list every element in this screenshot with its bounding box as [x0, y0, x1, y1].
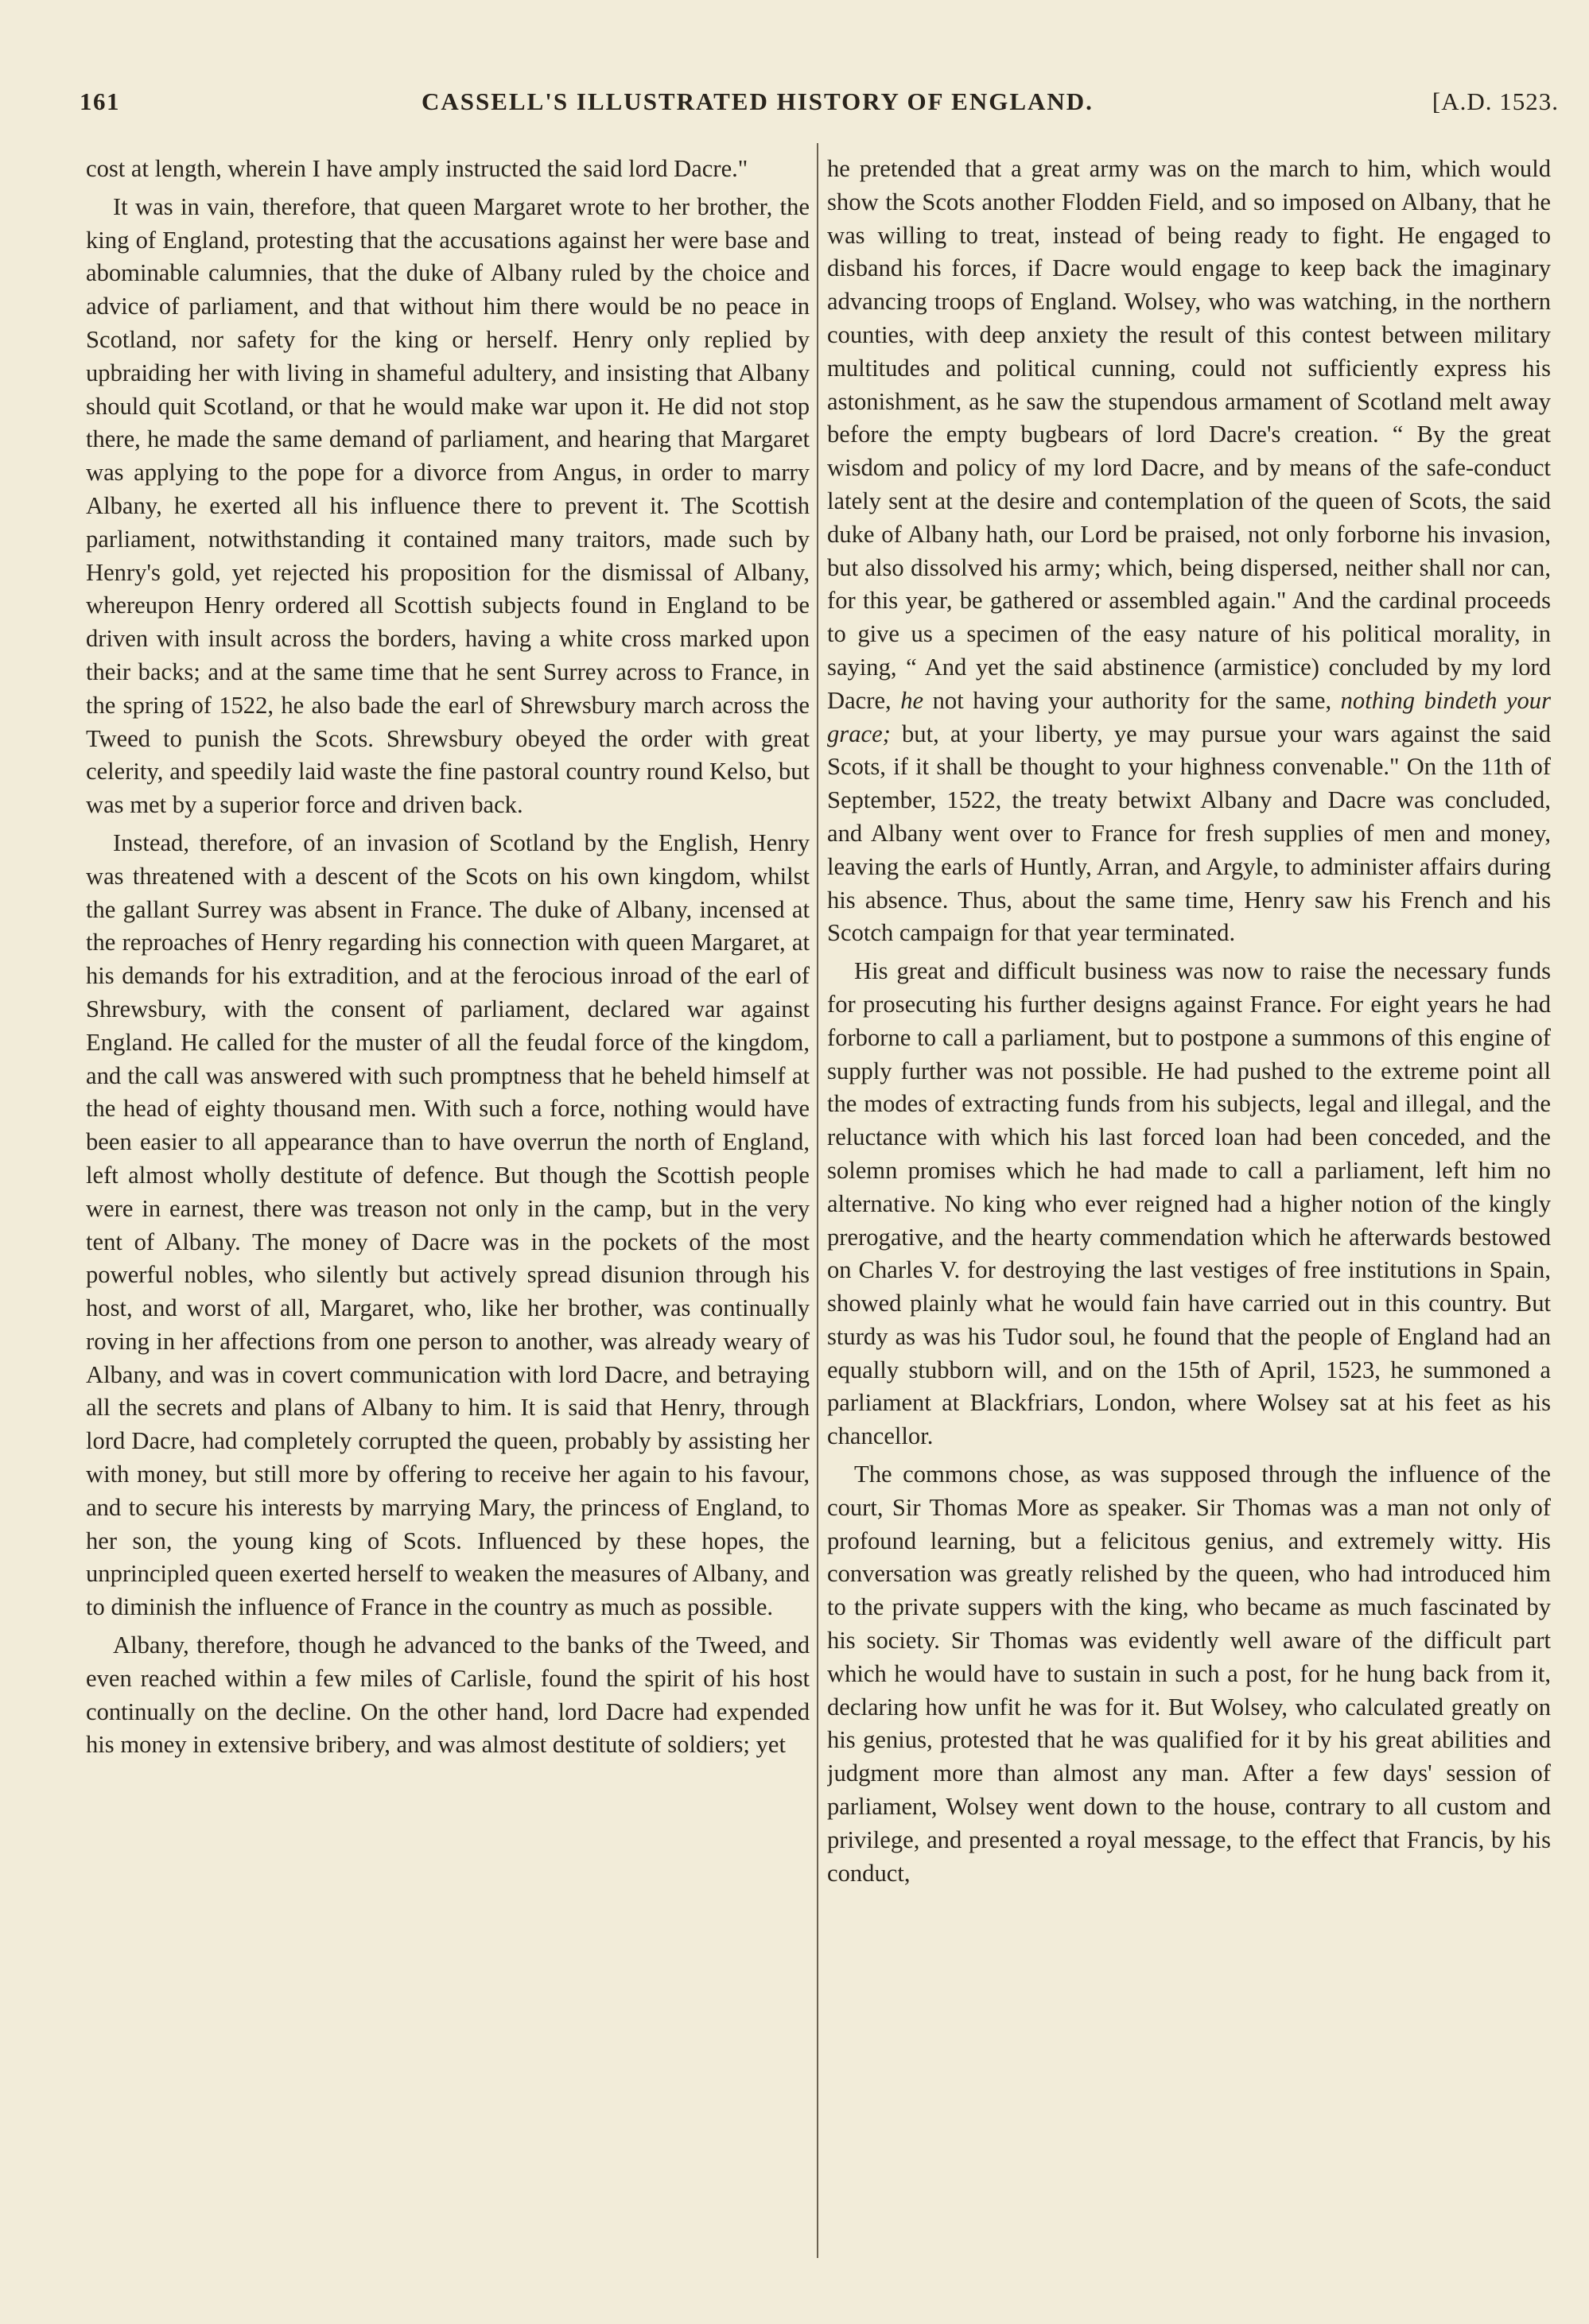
paragraph: It was in vain, therefore, that queen Margaret wrote to her brother, the king of England, protesting that the accusations against her were base and abominable calumnies, that the duke of Albany ruled by the choice and advice of parliament, and that without him there would be no peace in Scotland, nor safety for the king or herself. Henry only replied by upbraiding her with living in shameful adultery, and insisting that Albany should quit Scotland, or that he would make war upon it. He did not stop there, he made the same demand of parliament, and hearing that Margaret was applying to the pope for a divorce from Angus, in order to marry Albany, he exerted all his influence there to prevent it. The Scottish parliament, notwithstanding it contained many traitors, made such by Henry's gold, yet rejected his proposition for the dismissal of Albany, whereupon Henry ordered all Scottish subjects found in England to be driven with insult across the borders, having a white cross marked upon their backs; and at the same time that he sent Surrey across to France, in the spring of 1522, he also bade the earl of Shrewsbury march across the Tweed to punish the Scots. Shrewsbury obeyed the order with great celerity, and speedily laid waste the fine pastoral country round Kelso, but was met by a superior force and driven back. — [86, 192, 810, 819]
italic-text: he — [900, 686, 924, 714]
text-run: not having your authority for the same, — [932, 686, 1332, 714]
paragraph: His great and difficult business was now to raise the necessary funds for prosecuting his further designs against France. For eight years he had forborne to call a parliament, but to postpone a summons of this engine of supply further was not possible. He had pushed to the extreme point all the modes of extracting funds from his subjects, legal and illegal, and the reluctance with which his last forced loan had been conceded, and the solemn promises which he had made to call a parliament, left him no alternative. No king who ever reigned had a higher notion of the kingly prerogative, and the hearty commendation which he afterwards bestowed on Charles V. for destroying the last vestiges of free institutions in Spain, showed plainly what he would fain have carried out in this country. But sturdy as was his Tudor soul, he found that the people of England had an equally stubborn will, and on the 15th of April, 1523, he summoned a parliament at Blackfriars, London, where Wolsey sat at his feet as his chancellor. — [827, 957, 1551, 1450]
running-title: CASSELL'S ILLUSTRATED HISTORY OF ENGLAND. — [422, 87, 1094, 115]
right-column — [827, 153, 1551, 2283]
paragraph: Albany, therefore, though he advanced to the banks of the Tweed, and even reached within a few miles of Carlisle, found the spirit of his host continually on the decline. On the other hand, lord Dacre had expended his money in extensive bribery, and was almost destitute of soldiers; yet — [86, 1631, 810, 1759]
left-column — [86, 153, 810, 2283]
paragraph: The commons chose, as was supposed through the influence of the court, Sir Thomas More as speaker. Sir Thomas was a man not only of profound learning, but a felicitous genius, and extremely witty. His conversation was greatly relished by the queen, who had introduced him to the private suppers with the king, who became as much fascinated by his society. Sir Thomas was evidently well aware of the difficult part which he would have to sustain in such a post, for he hung back from it, declaring how unfit he was for it. But Wolsey, who calculated greatly on his genius, protested that he was qualified for it by his great abilities and judgment more than almost any man. After a few days' session of parliament, Wolsey went down to the house, contrary to all custom and privilege, and presented a royal message, to the effect that Francis, by his conduct, — [827, 1461, 1551, 1887]
paragraph: Instead, therefore, of an invasion of Scotland by the English, Henry was threatened with a descent of the Scots on his own kingdom, whilst the gallant Surrey was absent in France. The duke of Albany, incensed at the reproaches of Henry regarding his connection with queen Margaret, at his demands for his extradition, and at the ferocious inroad of the earl of Shrewsbury, with the consent of parliament, declared war against England. He called for the muster of all the feudal force of the kingdom, and the call was answered with such promptness that he beheld himself at the head of eighty thousand men. With such a force, nothing would have been easier to all appearance than to have overrun the north of England, left almost wholly destitute of defence. But though the Scottish people were in earnest, there was treason not only in the camp, but in the very tent of Albany. The money of Dacre was in the pockets of the most powerful nobles, who silently but actively spread disunion through his host, and worst of all, Margaret, who, like her brother, was continually roving in her affections from one person to another, was already weary of Albany, and was in covert communication with lord Dacre, and betraying all the secrets and plans of Albany to him. It is said that Henry, through lord Dacre, had completely corrupted the queen, probably by assisting her with money, but still more by offering to receive her again to his favour, and to secure his interests by marrying Mary, the princess of England, to her son, the young king of Scots. Influenced by these hopes, the unprincipled queen exerted herself to weaken the measures of Albany, and to diminish the influence of France in the country as much as possible. — [86, 828, 810, 1621]
paragraph — [827, 153, 1551, 950]
paragraph: cost at length, wherein I have amply instructed the said lord Dacre." — [86, 155, 748, 182]
italic-text: nothing bindeth your grace; — [827, 686, 1551, 747]
column-divider — [817, 143, 818, 2258]
text-run: but, at your liberty, ye may pursue your wars against the said Scots, if it shall be thought to your highness convenable." On the 11th of September, 1522, the treaty betwixt Albany and Dacre was concluded, and Albany went over to France for fresh supplies of men and money, leaving the earls of Huntly, Arran, and Argyle, to administer affairs during his absence. Thus, about the same time, Henry saw his French and his Scotch campaign for that year terminated. — [827, 720, 1551, 947]
running-header — [80, 87, 1559, 127]
date-marker: [A.D. 1523. — [1432, 87, 1559, 115]
page-number: 161 — [80, 87, 120, 115]
text-run: he pretended that a great army was on the march to him, which would show the Scots another Flodden Field, and so imposed on Albany, that he was willing to treat, instead of being ready to fight. He engaged to disband his forces, if Dacre would engage to keep back the imaginary advancing troops of England. Wolsey, who was watching, in the northern counties, with deep anxiety the result of this contest between military multitudes and political cunning, could not sufficiently express his astonishment, as he saw the stupendous armament of Scotland melt away before the empty bugbears of lord Dacre's creation. “ By the great wisdom and policy of my lord Dacre, and by means of the safe-conduct lately sent at the desire and contemplation of the queen of Scots, the said duke of Albany hath, our Lord be praised, not only forborne his invasion, but also dissolved his army; which, being dispersed, neither shall nor can, for this year, be gathered or assembled again." And the cardinal proceeds to give us a specimen of the easy nature of his political morality, in saying, “ And yet the said abstinence (armistice) concluded by my lord Dacre, — [827, 155, 1551, 714]
